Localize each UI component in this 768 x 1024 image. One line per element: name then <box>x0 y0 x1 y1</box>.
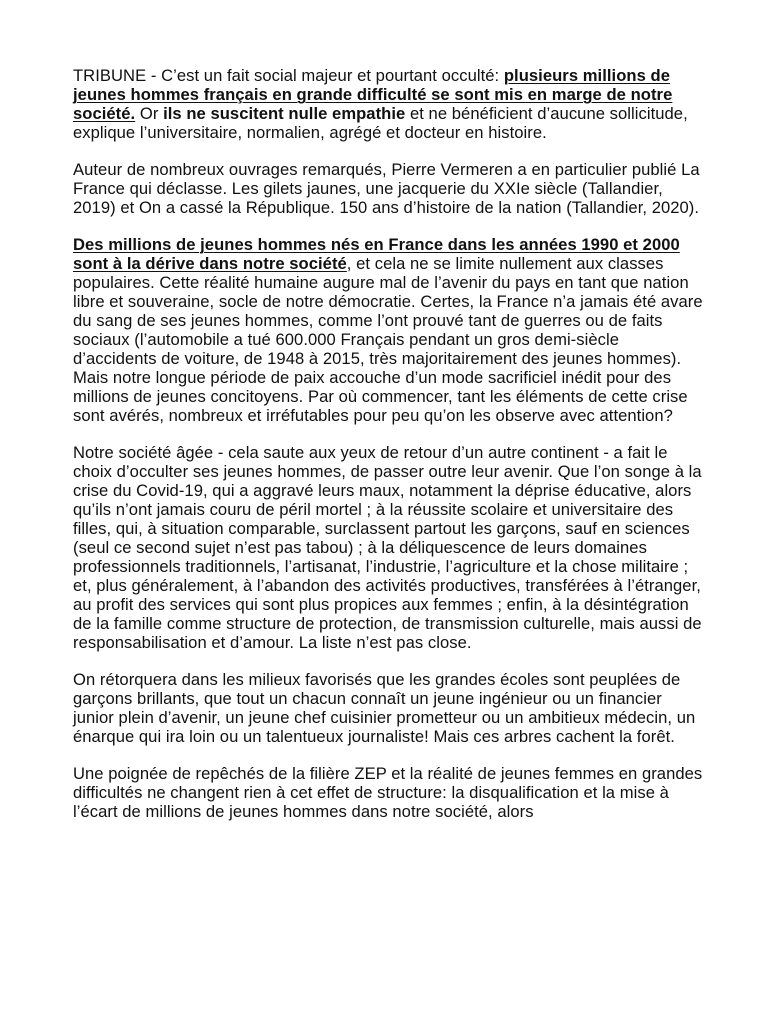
paragraph-intro <box>73 66 705 142</box>
paragraph-author <box>73 160 705 217</box>
intro-bold-empathy: ils ne suscitent nulle empathie <box>163 104 406 123</box>
paragraph-elites <box>73 670 705 746</box>
intro-tail-text: et ne bénéficient d’aucune sollicitude, explique l’universitaire, normalien, agrégé et docteur en histoire. <box>73 104 688 142</box>
paragraph-society <box>73 443 705 652</box>
society-text: Notre société âgée - cela saute aux yeux de retour d’un autre continent - a fait le choix d’occulter ses jeunes hommes, de passer outre leur avenir. Que l’on songe à la crise du Covid-19, qui a aggravé leurs maux, notamment la déprise éducative, alors qu’ils n’ont jamais couru de péril mortel ; à la réussite scolaire et universitaire des filles, qui, à situation comparable, surclassent partout les garçons, sauf en sciences (seul ce second sujet n’est pas tabou) ; à la déliquescence de leurs domaines professionnels traditionnels, l’artisanat, l’industrie, l’agriculture et la chose militaire ; et, plus généralement, à l’abandon des activités productives, transférées à l’étranger, au profit des services qui sont plus propices aux femmes ; enfin, à la désintégration de la famille comme structure de protection, de transmission culturelle, mais aussi de responsabilisation et d’amour. La liste n’est pas close. <box>73 443 702 652</box>
article-body <box>73 66 705 839</box>
intro-highlight-millions: plusieurs millions de jeunes hommes français en grande difficulté se sont mis en marge de notre société. <box>73 66 673 123</box>
paragraph-zep <box>73 764 705 821</box>
millions-highlight: Des millions de jeunes hommes nés en France dans les années 1990 et 2000 sont à la dérive dans notre société <box>73 235 680 273</box>
zep-text: Une poignée de repêchés de la filière ZEP et la réalité de jeunes femmes en grandes difficultés ne changent rien à cet effet de structure: la disqualification et la mise à l’écart de millions de jeunes hommes dans notre société, alors <box>73 764 703 821</box>
intro-connector: Or <box>135 104 164 123</box>
intro-lead-text: TRIBUNE - C’est un fait social majeur et pourtant occulté: <box>73 66 504 85</box>
author-text: Auteur de nombreux ouvrages remarqués, Pierre Vermeren a en particulier publié La France qui déclasse. Les gilets jaunes, une jacquerie du XXIe siècle (Tallandier, 2019) et On a cassé la République. 150 ans d’histoire de la nation (Tallandier, 2020). <box>73 160 700 217</box>
elites-text: On rétorquera dans les milieux favorisés que les grandes écoles sont peuplées de garçons brillants, que tout un chacun connaît un jeune ingénieur ou un financier junior plein d’avenir, un jeune chef cuisinier prometteur ou un ambitieux médecin, un énarque qui ira loin ou un talentueux journaliste! Mais ces arbres cachent la forêt. <box>73 670 696 746</box>
paragraph-millions <box>73 235 705 425</box>
millions-text: , et cela ne se limite nullement aux classes populaires. Cette réalité humaine augure mal de l’avenir du pays en tant que nation libre et souveraine, socle de notre démocratie. Certes, la France n’a jamais été avare du sang de ses jeunes hommes, comme l’ont prouvé tant de guerres ou de faits sociaux (l’automobile a tué 600.000 Français pendant un gros demi-siècle d’accidents de voiture, de 1948 à 2015, très majoritairement des jeunes hommes). Mais notre longue période de paix accouche d’un mode sacrificiel inédit pour des millions de jeunes concitoyens. Par où commencer, tant les éléments de cette crise sont avérés, nombreux et irréfutables pour peu qu’on les observe avec attention? <box>73 254 703 425</box>
